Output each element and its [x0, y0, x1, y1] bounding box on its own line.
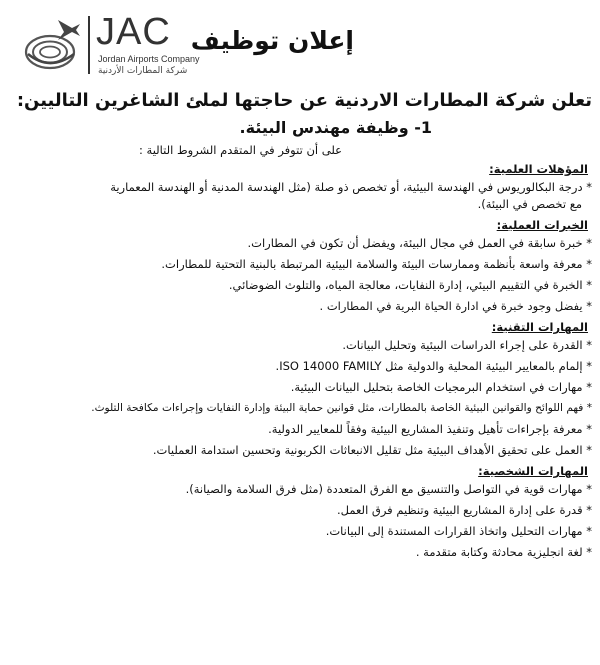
- list-item-text: * فهم اللوائح والقوانين البيئية الخاصة بالمطارات، مثل قوانين حماية البيئة وإدارة النفايات وإجراءات مكافحة التلوث.: [91, 402, 592, 414]
- job-title: 1- وظيفة مهندس البيئة.: [239, 118, 432, 137]
- list-item: [8, 337, 592, 354]
- list-item-text: * العمل على تحقيق الأهداف البيئية مثل تقليل الانبعاثات الكربونية وتحسين استدامة العمليات.: [152, 443, 592, 457]
- logo-english-name: Jordan Airports Company: [98, 54, 200, 64]
- section-personal-skills: [8, 463, 592, 561]
- list-item: [8, 421, 592, 438]
- list-item-text: * درجة البكالوريوس في الهندسة البيئية، أو تخصص ذو صلة (مثل الهندسة المدنية أو الهندسة المعمارية: [110, 180, 592, 194]
- announcement-title: إعلان توظيف: [190, 26, 354, 55]
- list-item: [8, 502, 592, 519]
- list-item-text: * مهارات قوية في التواصل والتنسيق مع الفرق المتعددة (مثل فرق السلامة والصيانة).: [185, 482, 592, 496]
- conditions-intro: على أن تتوفر في المتقدم الشروط التالية :: [139, 143, 342, 157]
- section-technical-skills: [8, 319, 592, 459]
- list-item: [8, 358, 592, 375]
- list-item-text: * معرفة واسعة بأنظمة وممارسات البيئة والسلامة البيئية المرتبطة بالبنية التحتية للمطارات.: [161, 257, 592, 271]
- list-item-text: * لغة انجليزية محادثة وكتابة متقدمة .: [415, 545, 592, 559]
- section-title: المؤهلات العلمية:: [489, 162, 588, 176]
- logo-arabic-name: شركة المطارات الأردنية: [98, 66, 188, 76]
- list-item: [8, 442, 592, 459]
- list-item-text: * الخبرة في التقييم البيئي، إدارة النفايات، معالجة المياه، والتلوث الضوضائي.: [228, 278, 592, 292]
- list-item: [8, 481, 592, 498]
- list-item-text: * مهارات التحليل واتخاذ القرارات المستندة إلى البيانات.: [325, 524, 592, 538]
- section-experience: [8, 217, 592, 315]
- list-item-text: * إلمام بالمعايير البيئية المحلية والدولية مثل ISO 14000 FAMILY.: [275, 359, 592, 373]
- list-item-continuation: مع تخصص في البيئة).: [477, 197, 582, 211]
- airport-emblem-icon: [24, 14, 82, 76]
- list-item: [8, 235, 592, 252]
- list-item-text: * القدرة على إجراء الدراسات البيئية وتحليل البيانات.: [342, 338, 592, 352]
- logo-divider: [88, 16, 90, 74]
- list-item: [8, 523, 592, 540]
- section-qualifications: [8, 161, 592, 213]
- section-title: المهارات التقنية:: [491, 320, 588, 334]
- list-item: [8, 379, 592, 396]
- section-title: الخبرات العملية:: [496, 218, 588, 232]
- list-item: [8, 256, 592, 273]
- logo-wordmark: JAC: [96, 11, 171, 53]
- header: [8, 4, 592, 88]
- list-item-text: * معرفة بإجراءات تأهيل وتنفيذ المشاريع البيئية وفقاً للمعايير الدولية.: [268, 422, 592, 436]
- list-item: [8, 298, 592, 315]
- ad-body: [8, 88, 592, 561]
- list-item-text: * خبرة سابقة في العمل في مجال البيئة، ويفضل أن تكون في المطارات.: [247, 236, 592, 250]
- list-item-text: * قدرة على إدارة المشاريع البيئية وتنظيم فرق العمل.: [337, 503, 592, 517]
- company-logo: [24, 10, 204, 82]
- list-item-text: * مهارات في استخدام البرمجيات الخاصة بتحليل البيانات البيئية.: [290, 380, 592, 394]
- list-item: [8, 400, 592, 417]
- list-item: [8, 544, 592, 561]
- section-title: المهارات الشخصية:: [478, 464, 588, 478]
- intro-heading: تعلن شركة المطارات الاردنية عن حاجتها لملئ الشاغرين التاليين:: [16, 90, 592, 111]
- list-item-text: * يفضل وجود خبرة في ادارة الحياة البرية في المطارات .: [319, 299, 592, 313]
- list-item: [8, 179, 592, 213]
- list-item: [8, 277, 592, 294]
